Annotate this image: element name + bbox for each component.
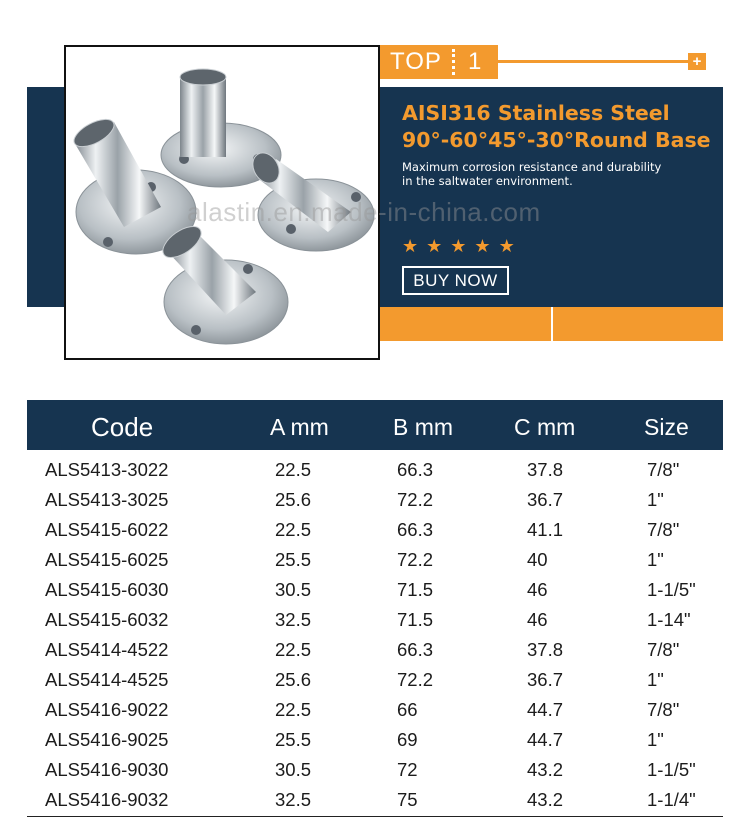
cell-code: ALS5413-3025 [45, 489, 169, 510]
badge-line [498, 60, 690, 63]
star-icon: ★ [402, 236, 419, 257]
cell-size: 1-1/5" [647, 759, 696, 780]
cell-a-mm: 25.6 [275, 669, 312, 690]
cell-a-mm: 30.5 [275, 759, 312, 780]
cell-size: 1" [647, 489, 664, 510]
cell-code: ALS5414-4522 [45, 639, 169, 660]
subtitle-line-2: in the saltwater environment. [402, 174, 573, 188]
cell-c-mm: 36.7 [527, 669, 564, 690]
cell-a-mm: 25.6 [275, 489, 312, 510]
top-rank-badge [380, 45, 498, 79]
table-row [27, 695, 723, 725]
table-row [27, 485, 723, 515]
header-a-mm: A mm [270, 414, 329, 440]
star-icon: ★ [498, 236, 515, 257]
product-subtitle [402, 160, 712, 188]
star-icon: ★ [426, 236, 443, 257]
cell-b-mm: 66.3 [397, 459, 434, 480]
cell-b-mm: 72.2 [397, 669, 434, 690]
cell-a-mm: 25.5 [275, 729, 312, 750]
cell-a-mm: 22.5 [275, 699, 312, 720]
cell-c-mm: 46 [527, 579, 548, 600]
cell-b-mm: 71.5 [397, 609, 434, 630]
buy-now-button[interactable]: BUY NOW [402, 266, 509, 295]
cell-c-mm: 46 [527, 609, 548, 630]
table-row [27, 575, 723, 605]
top-number: 1 [468, 48, 482, 75]
cell-code: ALS5416-9022 [45, 699, 169, 720]
cell-a-mm: 22.5 [275, 459, 312, 480]
cell-b-mm: 75 [397, 789, 418, 810]
badge-separator [452, 49, 455, 75]
banner-accent-bar [380, 307, 723, 341]
title-line-1: AISI316 Stainless Steel [402, 101, 670, 125]
cell-a-mm: 25.5 [275, 549, 312, 570]
header-size: Size [644, 414, 689, 440]
table-row [27, 635, 723, 665]
cell-code: ALS5414-4525 [45, 669, 169, 690]
cell-size: 1-14" [647, 609, 691, 630]
plus-icon[interactable]: + [688, 53, 706, 70]
cell-c-mm: 44.7 [527, 729, 564, 750]
cell-size: 7/8" [647, 459, 680, 480]
header-c-mm: C mm [514, 414, 576, 440]
table-row [27, 665, 723, 695]
cell-c-mm: 44.7 [527, 699, 564, 720]
header-code: Code [91, 412, 154, 442]
subtitle-line-1: Maximum corrosion resistance and durability [402, 160, 662, 174]
table-row [27, 605, 723, 635]
table-row [27, 725, 723, 755]
cell-size: 7/8" [647, 639, 680, 660]
cell-code: ALS5415-6032 [45, 609, 169, 630]
cell-size: 1-1/5" [647, 579, 696, 600]
header-b-mm: B mm [393, 414, 454, 440]
table-bottom-rule [27, 816, 723, 817]
cell-b-mm: 72 [397, 759, 418, 780]
cell-c-mm: 37.8 [527, 459, 564, 480]
cell-code: ALS5416-9032 [45, 789, 169, 810]
title-line-2: 90°-60°45°-30°Round Base [402, 128, 711, 152]
cell-a-mm: 30.5 [275, 579, 312, 600]
cell-b-mm: 66 [397, 699, 418, 720]
cell-code: ALS5415-6025 [45, 549, 169, 570]
rating-stars [402, 236, 515, 258]
cell-size: 1" [647, 669, 664, 690]
watermark: alastin.en.made-in-china.com [187, 197, 541, 227]
cell-b-mm: 66.3 [397, 639, 434, 660]
cell-c-mm: 43.2 [527, 759, 564, 780]
star-icon: ★ [450, 236, 467, 257]
cell-size: 1" [647, 729, 664, 750]
cell-size: 7/8" [647, 699, 680, 720]
table-row [27, 515, 723, 545]
cell-size: 7/8" [647, 519, 680, 540]
cell-c-mm: 40 [527, 549, 548, 570]
table-row [27, 455, 723, 485]
cell-a-mm: 22.5 [275, 519, 312, 540]
cell-code: ALS5415-6030 [45, 579, 169, 600]
top-label: TOP [390, 48, 442, 75]
cell-a-mm: 22.5 [275, 639, 312, 660]
product-title [402, 100, 722, 154]
table-body [27, 455, 723, 815]
fitting-45 [158, 220, 288, 344]
cell-c-mm: 43.2 [527, 789, 564, 810]
cell-a-mm: 32.5 [275, 789, 312, 810]
cell-size: 1" [647, 549, 664, 570]
star-icon: ★ [474, 236, 491, 257]
cell-b-mm: 71.5 [397, 579, 434, 600]
table-header [27, 400, 723, 450]
cell-code: ALS5416-9030 [45, 759, 169, 780]
cell-b-mm: 72.2 [397, 549, 434, 570]
cell-b-mm: 72.2 [397, 489, 434, 510]
cell-b-mm: 66.3 [397, 519, 434, 540]
table-row [27, 755, 723, 785]
cell-code: ALS5413-3022 [45, 459, 169, 480]
table-row [27, 545, 723, 575]
cell-c-mm: 41.1 [527, 519, 564, 540]
cell-size: 1-1/4" [647, 789, 696, 810]
cell-code: ALS5415-6022 [45, 519, 169, 540]
cell-c-mm: 37.8 [527, 639, 564, 660]
cell-b-mm: 69 [397, 729, 418, 750]
cell-c-mm: 36.7 [527, 489, 564, 510]
accent-bar-divider [551, 307, 553, 341]
cell-a-mm: 32.5 [275, 609, 312, 630]
table-row [27, 785, 723, 815]
cell-code: ALS5416-9025 [45, 729, 169, 750]
